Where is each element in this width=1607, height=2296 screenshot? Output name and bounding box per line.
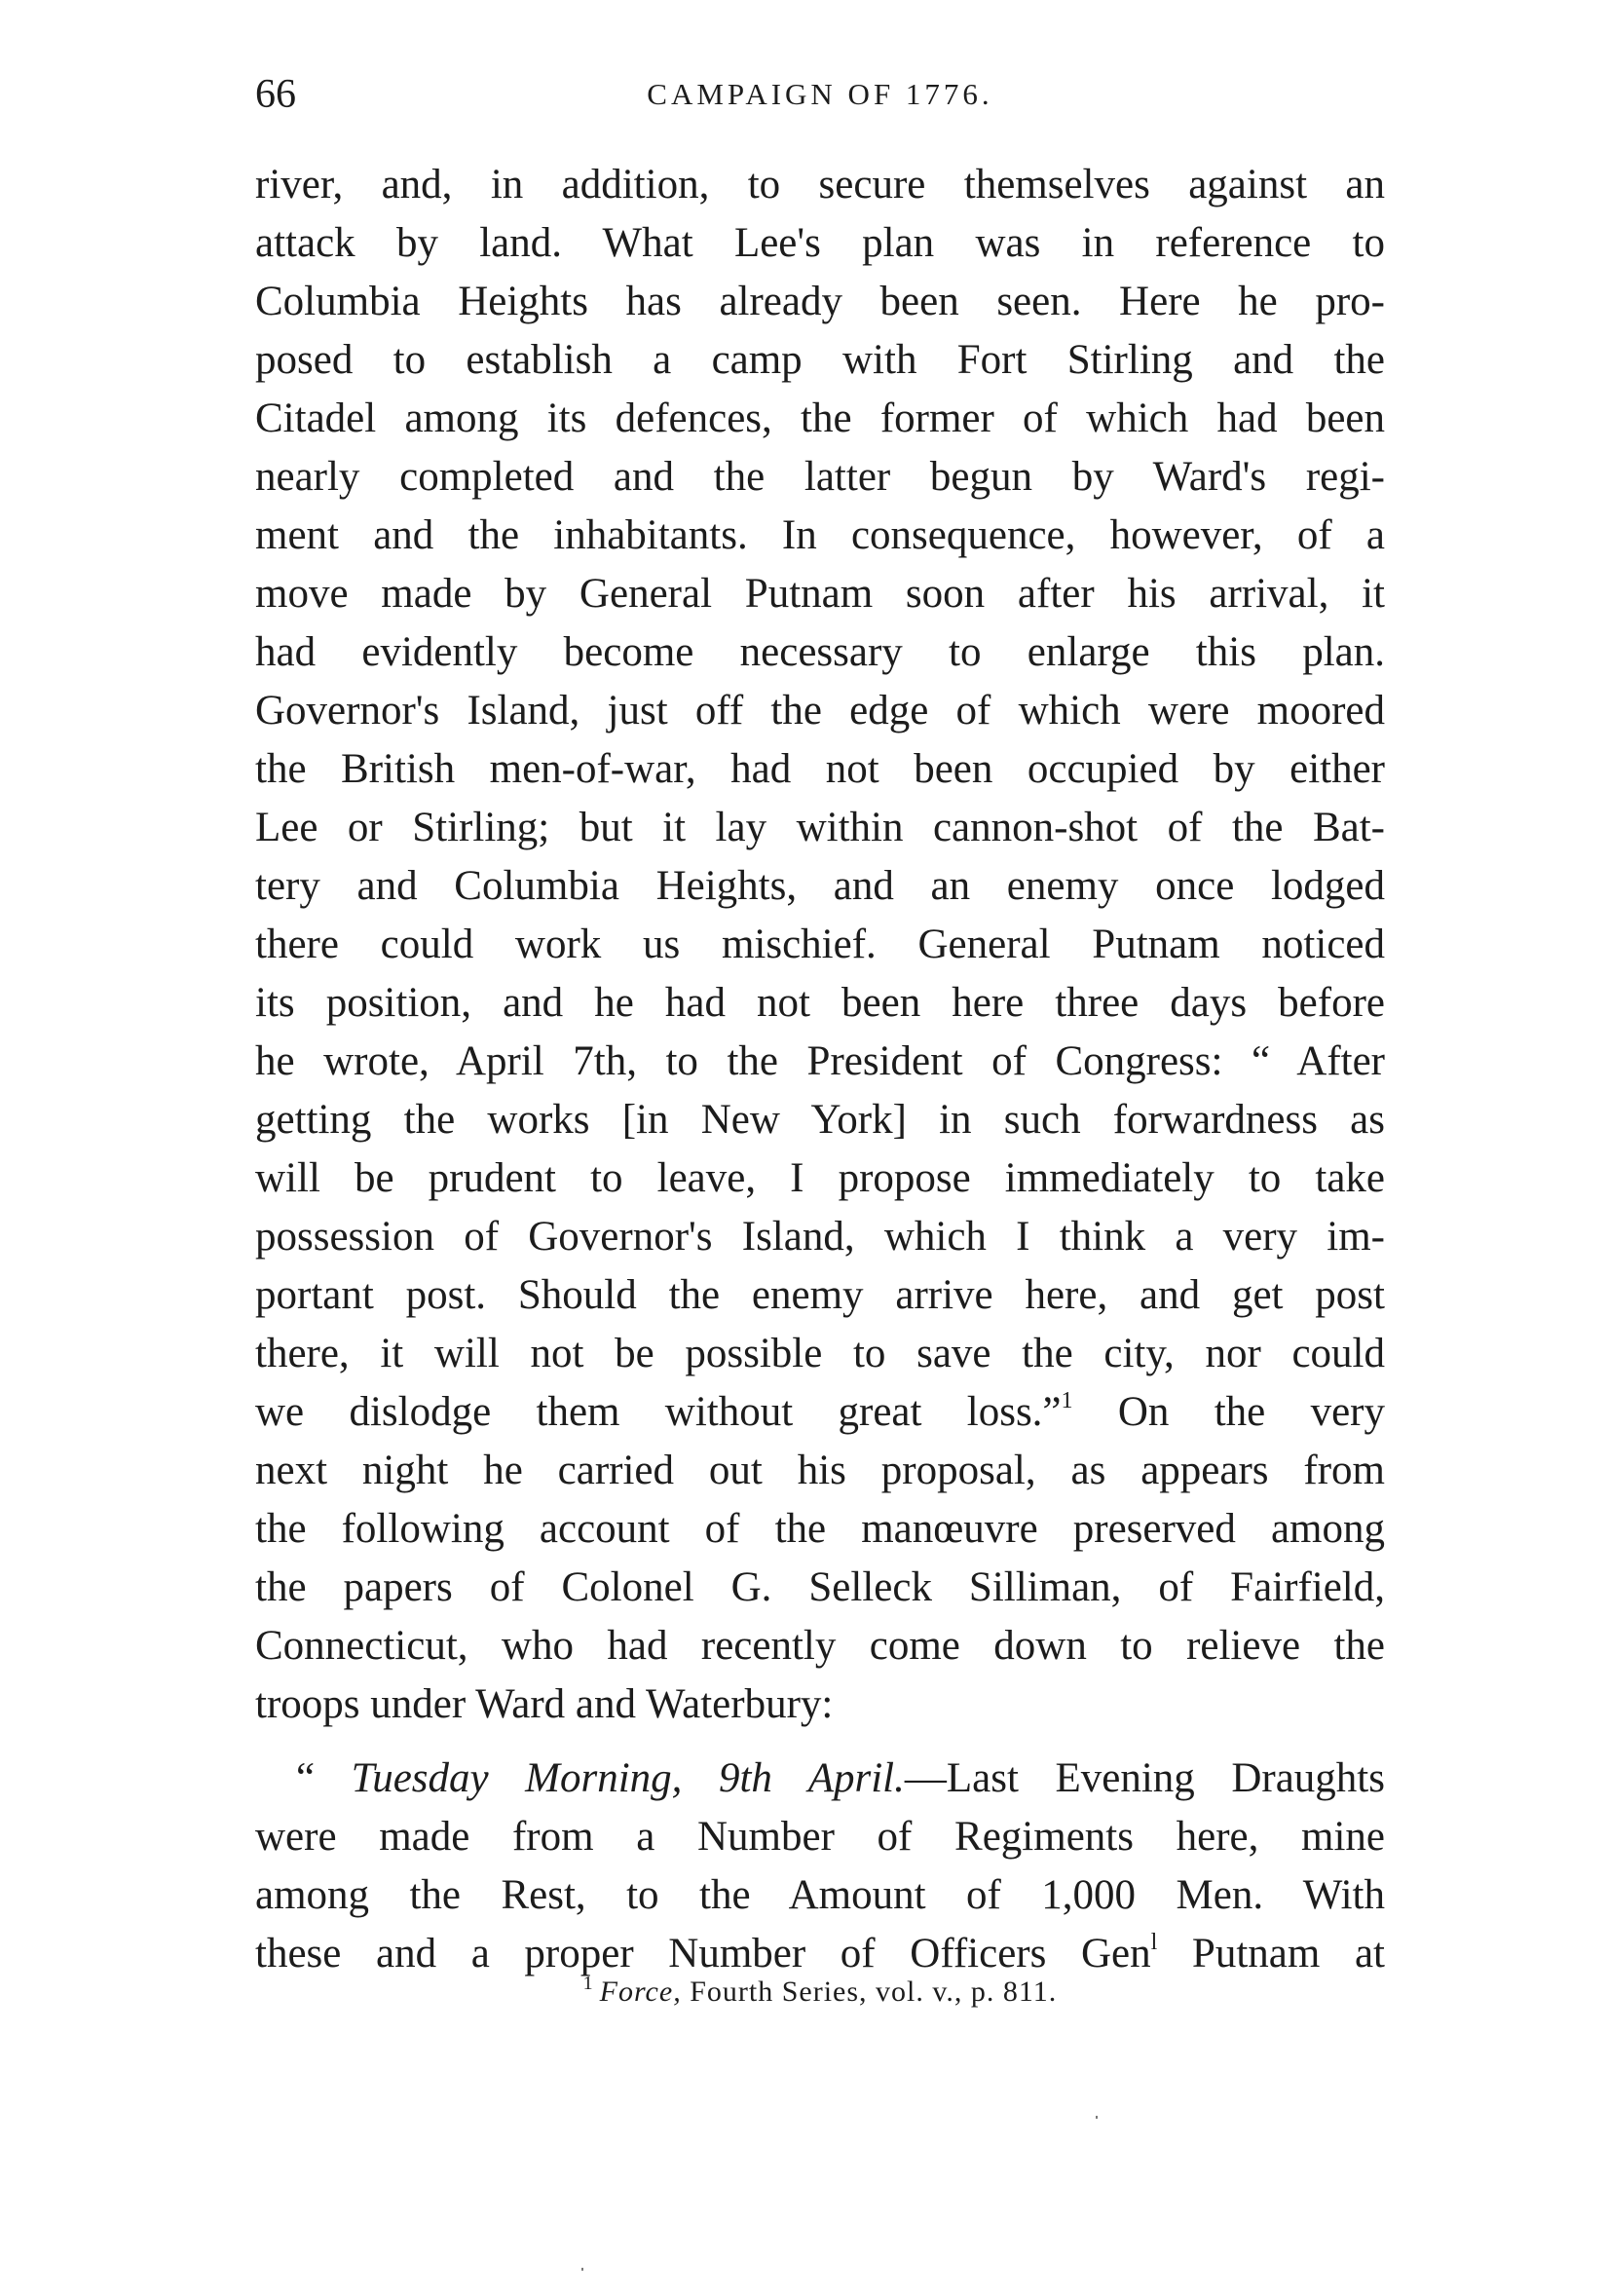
text-line: there, it will not be possible to save the city, nor could	[255, 1331, 1385, 1376]
text-line: river, and, in addition, to secure themselves against an	[255, 162, 1385, 207]
text-line: Columbia Heights has already been seen. Here he pro-	[255, 279, 1385, 324]
text-line: getting the works [in New York] in such forwardness as	[255, 1097, 1385, 1143]
quote-heading: Tuesday Morning, 9th April.	[351, 1755, 905, 1801]
page-header	[255, 70, 1385, 119]
text-line: Lee or Stirling; but it lay within cannon-shot of the Bat-	[255, 805, 1385, 850]
text-line: portant post. Should the enemy arrive here, and get post	[255, 1272, 1385, 1318]
footnote-text: Fourth Series, vol. v., p. 811.	[681, 1976, 1058, 2008]
text-line: the British men-of-war, had not been occupied by either	[255, 746, 1385, 792]
text-line: posed to establish a camp with Fort Stirling and the	[255, 337, 1385, 383]
text-line: ment and the inhabitants. In consequence, however, of a	[255, 512, 1385, 558]
footnote-reference: 1	[1061, 1388, 1073, 1413]
text-line: will be prudent to leave, I propose immediately to take	[255, 1155, 1385, 1201]
text-line: attack by land. What Lee's plan was in reference to	[255, 220, 1385, 266]
text-line: the papers of Colonel G. Selleck Silliman, of Fairfield,	[255, 1564, 1385, 1610]
text-line: nearly completed and the latter begun by Ward's regi-	[255, 454, 1385, 500]
text-line: had evidently become necessary to enlarge this plan.	[255, 629, 1385, 675]
text-segment: Putnam at	[1157, 1931, 1385, 1976]
text-segment: these and a proper Number of Officers Gen	[255, 1931, 1151, 1976]
running-head: CAMPAIGN OF 1776.	[647, 77, 993, 111]
text-line: there could work us mischief. General Putnam noticed	[255, 922, 1385, 967]
abbreviation-superscript: l	[1150, 1930, 1158, 1955]
text-segment: On the very	[1072, 1389, 1385, 1435]
block-quote	[255, 1750, 1385, 1983]
text-segment: we dislodge them without great loss.”	[255, 1389, 1062, 1435]
text-line: he wrote, April 7th, to the President of Congress: “ After	[255, 1038, 1385, 1084]
open-quote: “	[296, 1755, 352, 1801]
text-segment: —Last Evening Draughts	[904, 1755, 1385, 1801]
footnote-marker: 1	[582, 1973, 594, 1994]
text-line: Connecticut, who had recently come down to relieve the	[255, 1623, 1385, 1669]
quote-first-line	[255, 1750, 1385, 1808]
text-line: its position, and he had not been here three days before	[255, 980, 1385, 1026]
footnote-source: Force,	[599, 1976, 682, 2008]
text-line: Citadel among its defences, the former of which had been	[255, 395, 1385, 441]
quote-line: among the Rest, to the Amount of 1,000 Men. With	[255, 1872, 1385, 1918]
paper-speck	[581, 2268, 583, 2271]
body-text	[255, 156, 1385, 1983]
text-line: move made by General Putnam soon after his arrival, it	[255, 571, 1385, 617]
paper-speck	[1096, 2116, 1098, 2119]
page-number: 66	[255, 72, 296, 117]
quote-line: were made from a Number of Regiments here, mine	[255, 1814, 1385, 1860]
text-line-with-footnote-ref	[255, 1383, 1385, 1442]
text-line: possession of Governor's Island, which I think a very im-	[255, 1214, 1385, 1260]
footnote	[255, 1970, 1385, 2014]
text-line: the following account of the manœuvre preserved among	[255, 1506, 1385, 1552]
text-line: Governor's Island, just off the edge of which were moored	[255, 688, 1385, 734]
text-line: tery and Columbia Heights, and an enemy once lodged	[255, 863, 1385, 909]
text-line: next night he carried out his proposal, as appears from	[255, 1448, 1385, 1493]
text-line: troops under Ward and Waterbury:	[255, 1681, 834, 1727]
